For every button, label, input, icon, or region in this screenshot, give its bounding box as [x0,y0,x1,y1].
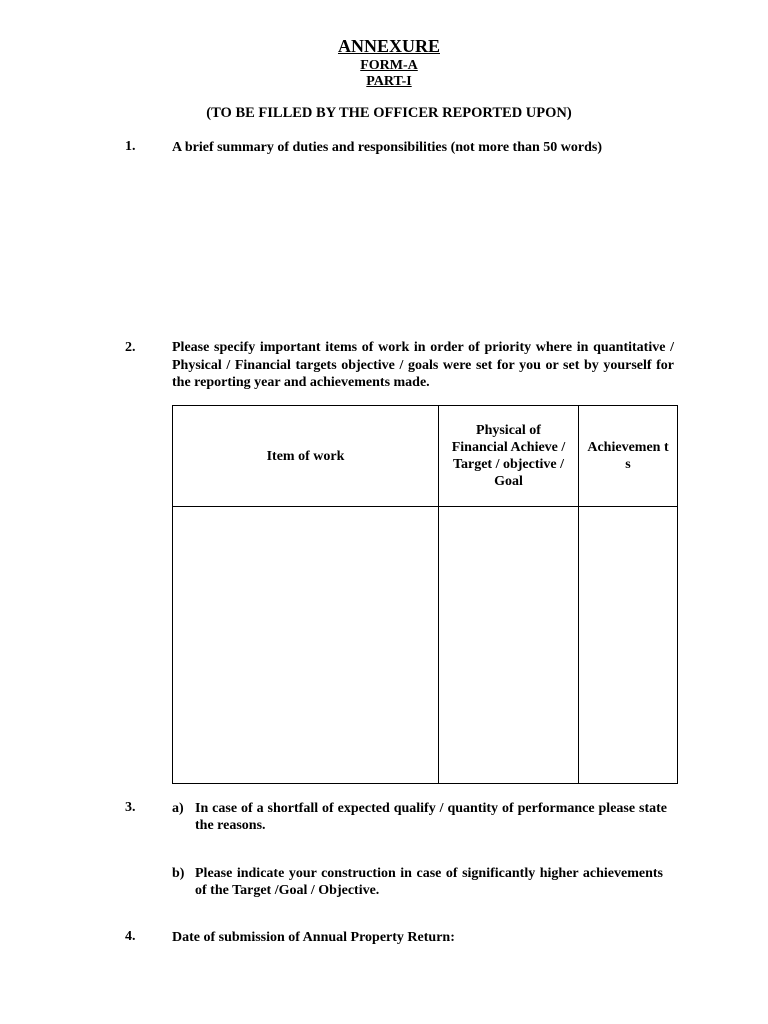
fill-instruction: (TO BE FILLED BY THE OFFICER REPORTED UPON) [206,105,572,121]
cell-item-of-work[interactable] [173,507,439,784]
cell-achievements[interactable] [579,507,678,784]
table-row [173,507,678,784]
header-achievements [579,406,678,507]
table-header-row [173,406,678,507]
cell-physical-financial[interactable] [439,507,579,784]
item-4-text: Date of submission of Annual Property Return: [172,930,455,945]
work-items-table [172,405,678,784]
header-achievements-text: Achievemen ts [587,440,669,472]
header-physical-financial-text: Physical of Financial Achieve / Target / objective / Goal [451,423,566,489]
header-physical-financial [439,406,579,507]
item-3-number: 3. [125,800,136,815]
item-3b-text: Please indicate your construction in case of significantly higher achievements of the Target /Goal / Objective. [195,866,663,898]
item-1-text: A brief summary of duties and responsibilities (not more than 50 words) [172,140,603,155]
item-3b-label: b) [172,866,185,881]
item-3a-text: In case of a shortfall of expected qualify / quantity of performance please state the reasons. [195,801,667,833]
header-item-of-work: Item of work [173,406,439,507]
part-label: PART-I [366,74,412,89]
item-1-number: 1. [125,139,136,154]
item-2-number: 2. [125,340,136,355]
item-2-text: Please specify important items of work in order of priority where in quantitative / Physical / Financial targets objective / goals were set for you or set by yourself for the reporting year and achievements made. [172,340,674,390]
item-3a-label: a) [172,801,184,816]
item-3b [172,865,667,899]
item-4-number: 4. [125,929,136,944]
page-title: ANNEXURE [337,36,440,56]
item-3a [172,800,667,834]
form-label: FORM-A [360,58,418,73]
